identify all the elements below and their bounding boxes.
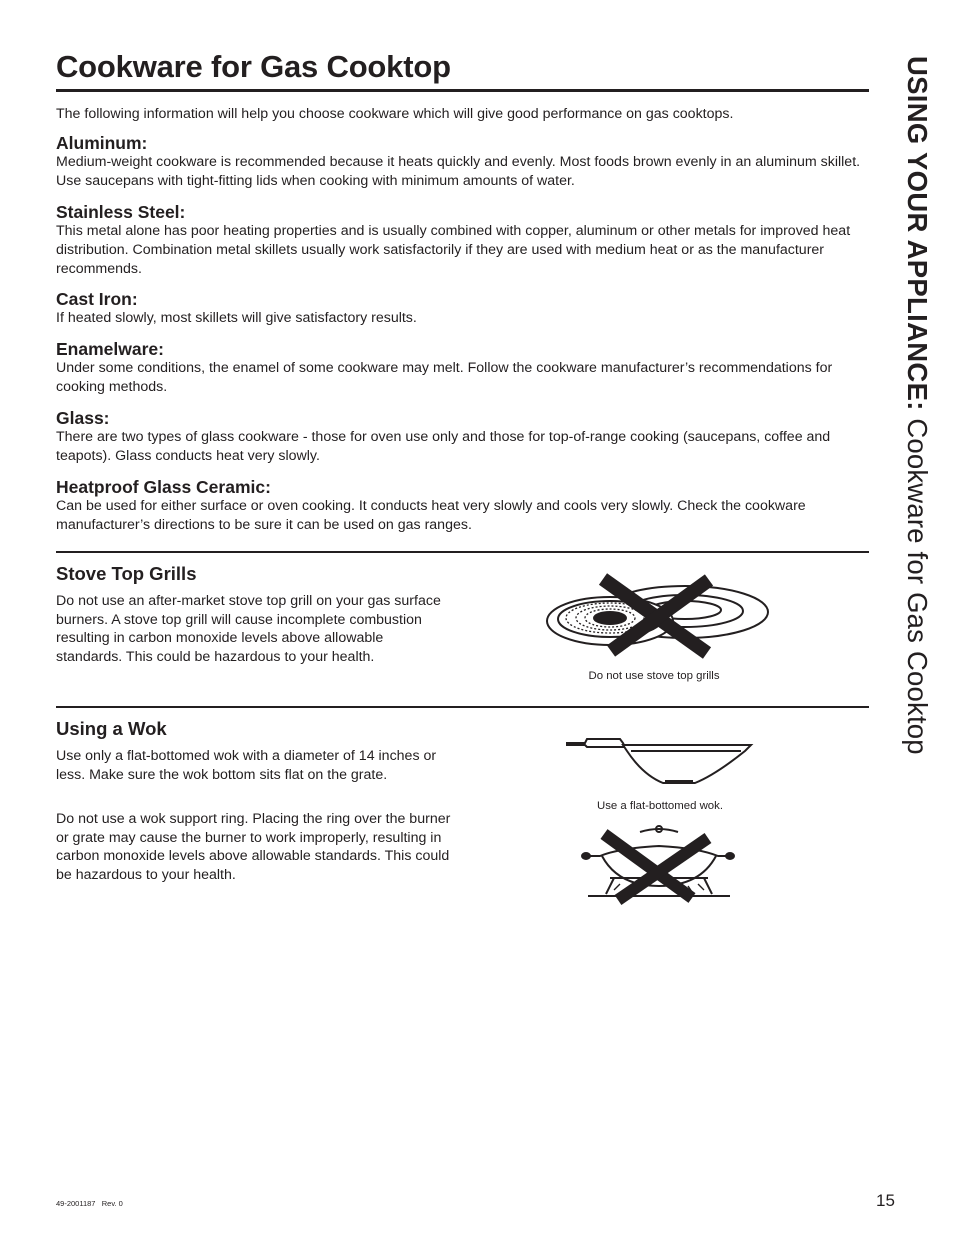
section-cast-iron: [56, 289, 870, 328]
section-text: Medium-weight cookware is recommended because it heats quickly and evenly. Most foods brown evenly in an aluminum skillet. Use saucepans with tight-fitting lids when cooking with minimum amounts of water.: [56, 154, 861, 189]
grills-paragraph: Do not use an after-market stove top grill on your gas surface burners. A stove top grill will cause incomplete combustion resulting in carbon monoxide levels above allowable standards. This could be hazardous to your health.: [56, 593, 441, 666]
stove-top-grill-illustration: [540, 570, 772, 660]
section-heading: Stainless Steel:: [56, 202, 186, 222]
section-enamelware: [56, 339, 870, 397]
section-text: If heated slowly, most skillets will give satisfactory results.: [56, 310, 417, 326]
section-stainless-steel: [56, 202, 870, 279]
grills-caption: Do not use stove top grills: [588, 670, 720, 682]
side-section-tab: [895, 56, 939, 856]
section-divider: [56, 706, 869, 708]
title-rule: [56, 89, 869, 92]
section-aluminum: [56, 133, 870, 191]
wok-heading: Using a Wok: [56, 718, 167, 739]
section-text: Under some conditions, the enamel of some cookware may melt. Follow the cookware manufacturer’s recommendations for cooking methods.: [56, 360, 833, 395]
flat-bottomed-wok-illustration: [565, 735, 755, 790]
side-tab-category: USING YOUR APPLIANCE:: [902, 56, 933, 411]
wok-support-ring-illustration: [580, 824, 738, 902]
section-glass: [56, 408, 870, 466]
wok-paragraph-2: Do not use a wok support ring. Placing the ring over the burner or grate may cause the burner to work improperly, resulting in carbon monoxide levels above allowable standards. This could be hazardous to your health.: [56, 811, 451, 884]
section-heading: Enamelware:: [56, 339, 164, 359]
section-heading: Cast Iron:: [56, 289, 138, 309]
section-heading: Glass:: [56, 408, 110, 428]
intro-paragraph: The following information will help you choose cookware which will give good performance on gas cooktops.: [56, 106, 734, 122]
section-heading: Heatproof Glass Ceramic:: [56, 477, 271, 497]
document-number: 49-2001187 Rev. 0: [56, 1199, 123, 1208]
page-number: 15: [876, 1191, 895, 1210]
section-text: There are two types of glass cookware - those for oven use only and those for top-of-range cooking (saucepans, coffee and teapots). Glass conducts heat very slowly.: [56, 429, 831, 464]
page-title: Cookware for Gas Cooktop: [56, 49, 451, 84]
section-heatproof-glass-ceramic: [56, 477, 870, 535]
side-tab-topic: Cookware for Gas Cooktop: [902, 418, 933, 755]
section-divider: [56, 551, 869, 553]
section-text: Can be used for either surface or oven cooking. It conducts heat very slowly and cools very slowly. Check the cookware manufacturer’s directions to be sure it can be used on gas ranges.: [56, 498, 806, 533]
wok-caption: Use a flat-bottomed wok.: [597, 800, 723, 812]
wok-paragraph-1: Use only a flat-bottomed wok with a diameter of 14 inches or less. Make sure the wok bottom sits flat on the grate.: [56, 748, 437, 783]
grills-heading: Stove Top Grills: [56, 563, 197, 584]
section-text: This metal alone has poor heating properties and is usually combined with copper, aluminum or other metals for improved heat distribution. Combination metal skillets usually work satisfactorily if they are used with medium heat or as the manufacturer recommends.: [56, 223, 851, 277]
section-heading: Aluminum:: [56, 133, 148, 153]
